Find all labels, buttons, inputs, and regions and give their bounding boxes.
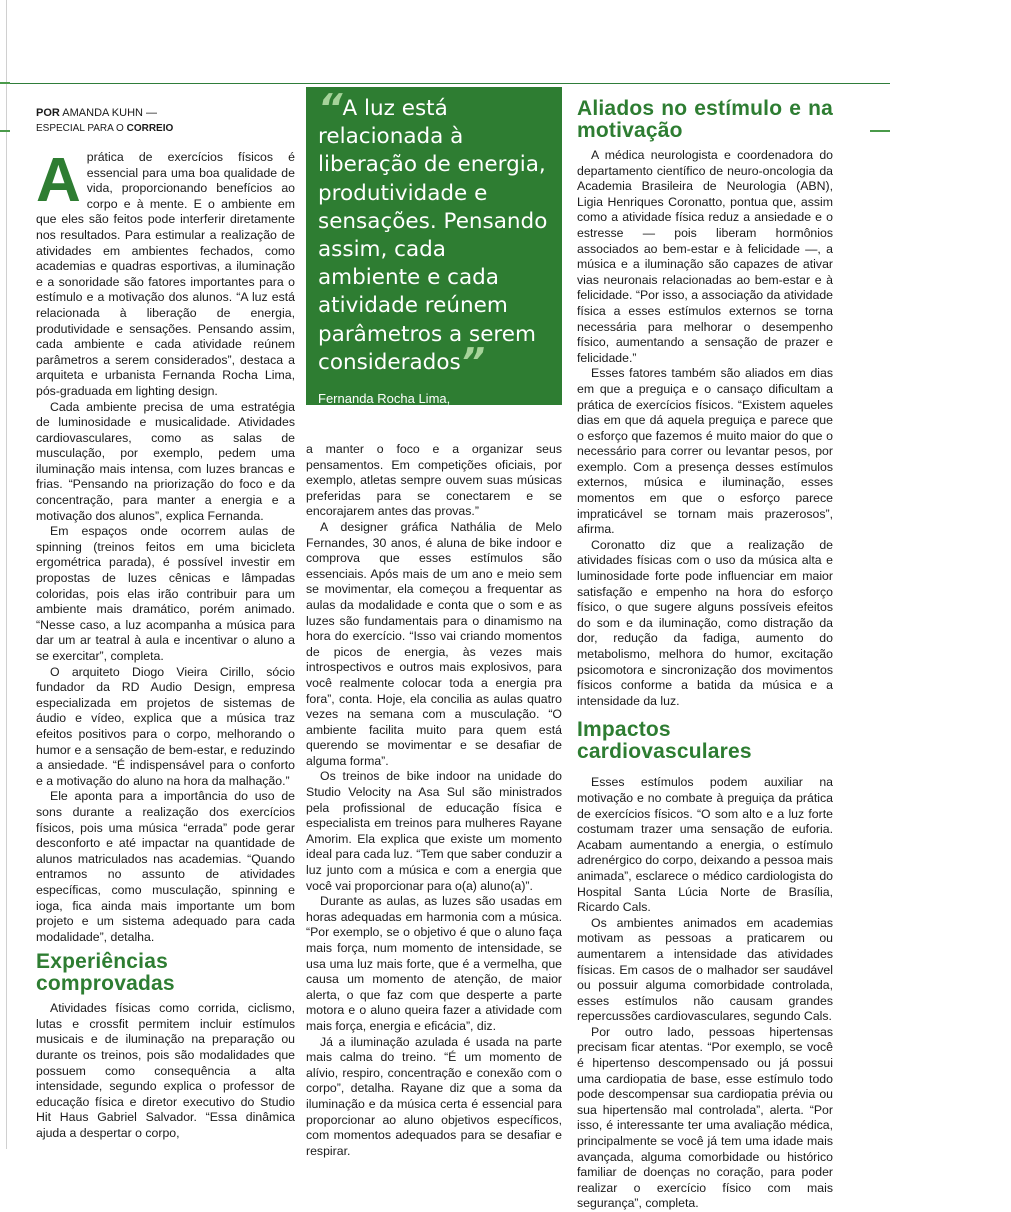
paragraph: Aprática de exercícios físicos é essencial para uma boa qualidade de vida, proporcionando benefícios ao corpo e à mente. E o ambiente em que eles são feitos pode interferir diretamente nos resultados. Para estimular a realização de atividades em ambientes fechados, como academias e quadras esportivas, a iluminação e a sonoridade são fatores importantes para o estímulo e a motivação dos alunos. “A luz está relacionada à liberação de energia, produtividade e sensações. Pensando assim, cada ambiente e cada atividade reúnem parâmetros a serem considerados”, destaca a arquiteta e urbanista Fernanda Rocha Lima, pós-graduada em lighting design.	[36, 146, 295, 398]
open-quote-mark: “	[318, 86, 343, 130]
pull-quote-text: “A luz está relacionada à liberação de energia, produtividade e sensações. Pensando assim, cada ambiente e cada atividade reúnem parâmetros a serem considerados”	[318, 86, 548, 384]
paragraph: Por outro lado, pessoas hipertensas precisam ficar atentas. “Por exemplo, se você é hipertenso descompensado ou já possui uma cardiopatia de base, esse estímulo todo pode descompensar sua cardiopatia prévia ou sua hipertensão mal controlada”, alerta. “Por isso, é interessante ter uma avaliação médica, principalmente se você já tem uma idade mais avançada, alguma comorbidade ou histórico familiar de doenças no coração, para poder realizar o exercício físico com mais segurança”, completa.	[577, 1024, 833, 1211]
byline-por: POR	[36, 107, 60, 119]
pull-quote	[306, 86, 562, 422]
paragraph: Ele aponta para a importância do uso de sons durante a realização dos exercícios físicos, pois uma música “errada” pode gerar desconforto e até impactar na quantidade de alunos matriculados nas academias. “Quando entramos no assunto de atividades específicas, como musculação, spinning e ioga, fica ainda mais importante um bom projeto e um sistema adequado para cada modalidade”, detalha.	[36, 789, 295, 944]
column-3	[577, 96, 833, 1212]
crop-mark	[0, 130, 10, 132]
paragraph: A designer gráfica Nathália de Melo Fernandes, 30 anos, é aluna de bike indoor e comprova que esses estímulos são essenciais. Após mais de um ano e meio sem se movimentar, ela começou a frequentar as aulas da modalidade e conta que o som e as luzes são fundamentais para o dinamismo na hora do exercício. “Isso vai criando momentos de picos de energia, às vezes mais introspectivos e outros mais explosivos, para você realmente colocar toda a energia pra fora”, conta. Hoje, ela concilia as aulas quatro vezes na semana com a musculação. “O ambiente facilita muito para quem está querendo se movimentar e se desafiar de alguma forma”.	[306, 519, 562, 768]
byline-author: AMANDA KUHN —	[62, 107, 158, 119]
paragraph: Coronatto diz que a realização de atividades físicas com o uso da música alta e luminosidade forte pode influenciar em maior satisfação e empenho na hora do esforço físico, o que sugere alguns possíveis efeitos do som e da iluminação, como distração da dor, redução da fadiga, aumento do metabolismo, melhora do humor, excitação psicomotora e sincronização dos movimentos físicos conforme a batida da música e a intensidade da luz.	[577, 537, 833, 708]
header-rule	[0, 83, 890, 84]
section-heading: Experiências comprovadas	[36, 950, 175, 996]
drop-cap: A	[36, 146, 81, 215]
paragraph: Esses estímulos podem auxiliar na motivação e no combate à preguiça da prática de exercícios físicos. “O som alto e a luz forte costumam trazer uma sensação de euforia. Acabam aumentando a energia, o estímulo adrenérgico do corpo, deixando a pessoa mais animada”, esclarece o médico cardiologista do Hospital Santa Lúcia Norte de Brasília, Ricardo Cals.	[577, 775, 833, 915]
paragraph: O arquiteto Diogo Vieira Cirillo, sócio fundador da RD Audio Design, empresa especializada em projetos de sistemas de áudio e vídeo, explica que a música traz efeitos positivos para o corpo, melhorando o humor e a sensação de bem-estar, e reduzindo a ansiedade. “É indispensável para o conforto e a motivação do aluno na hora da malhação.”	[36, 664, 295, 788]
paragraph: Cada ambiente precisa de uma estratégia de luminosidade e musicalidade. Atividades cardiovasculares, como as salas de musculação, por exemplo, pedem uma iluminação mais intensa, com luzes brancas e frias. “Pensando na priorização do foco e da concentração, para manter a energia e a motivação dos alunos”, explica Fernanda.	[36, 399, 295, 523]
paragraph: A médica neurologista e coordenadora do departamento científico de neuro-oncologia da Academia Brasileira de Neurologia (ABN), Ligia Henriques Coronatto, pontua que, assim como a atividade física reduz a ansiedade e o estresse — pois liberam hormônios associados ao bem-estar e à felicidade —, a música e a iluminação são capazes de ativar vias neuronais relacionadas ao bem-estar e à felicidade. “Por isso, a associação da atividade física a esses estímulos externos se torna necessária para melhorar o desempenho físico, aumentando a sensação de prazer e felicidade.”	[577, 148, 833, 365]
paragraph: Atividades físicas como corrida, ciclismo, lutas e crossfit permitem incluir estímulos musicais e de iluminação na preparação ou durante os treinos, pois são modalidades que possuem como consequência a alta intensidade, segundo explica o professor de educação física e diretor executivo do Studio Hit Haus Gabriel Salvador. “Essa dinâmica ajuda a despertar o corpo,	[36, 1001, 295, 1141]
crop-mark	[0, 82, 10, 84]
byline-outlet: CORREIO	[126, 123, 174, 134]
paragraph: Os ambientes animados em academias motivam as pessoas a praticarem ou aumentarem a intensidade das atividades físicas. Em casos de o malhador ser saudável ou possuir alguma comorbidade controlada, esses estímulos não causam grandes repercussões cardiovasculares, segundo Cals.	[577, 915, 833, 1024]
crop-mark	[870, 130, 890, 132]
paragraph: a manter o foco e a organizar seus pensamentos. Em competições oficiais, por exemplo, atletas sempre ouvem suas músicas preferidas para se conectarem e se encorajarem antes das provas.”	[306, 442, 562, 519]
byline	[36, 106, 173, 136]
close-quote-mark: ”	[460, 339, 486, 384]
pull-quote-author: Fernanda Rocha Lima,	[318, 391, 451, 407]
section-heading: Aliados no estímulo e na motivação	[577, 97, 833, 142]
pull-quote-role: arquiteta e urbanista	[318, 407, 428, 422]
byline-especial: ESPECIAL PARA O	[36, 123, 124, 134]
paragraph: Já a iluminação azulada é usada na parte mais calma do treino. “É um momento de alívio, respiro, concentração e conexão com o corpo”, detalha. Rayane diz que a soma da iluminação e da música certa é essencial para proporcionar ao aluno objetivos específicos, com momentos adequados para se desafiar e respirar.	[306, 1034, 562, 1158]
column-1	[36, 146, 295, 1142]
paragraph: Esses fatores também são aliados em dias em que a preguiça e o cansaço dificultam a prática de exercícios físicos. “Existem aqueles dias em que dá aquela preguiça e parece que o esforço que fazemos é muito maior do que o necessário para correr ou levantar pesos, por exemplo. Com a presença desses estímulos externos, música e iluminação, esses momentos em que o esforço parece impraticável se tornam mais prazerosos”, afirma.	[577, 366, 833, 537]
paragraph: Os treinos de bike indoor na unidade do Studio Velocity na Asa Sul são ministrados pela profissional de educação física e especialista em treinos para mulheres Rayane Amorim. Ela explica que existe um momento ideal para cada luz. “Tem que saber conduzir a luz junto com a música e com a energia que você vai proporcionar para o(a) aluno(a)”.	[306, 769, 562, 893]
paragraph: Em espaços onde ocorrem aulas de spinning (treinos feitos em uma bicicleta ergométrica parada), é possível investir em propostas de luzes cênicas e lâmpadas coloridas, pois elas irão contribuir para um ambiente mais dramático, porém animado. “Nesse caso, a luz acompanha a música para dar um ar teatral à aula e incentivar o aluno a se exercitar”, completa.	[36, 524, 295, 663]
page-edge	[0, 0, 7, 1149]
section-heading: Impactos cardiovasculares	[577, 718, 752, 764]
column-2	[306, 442, 562, 1159]
paragraph: Durante as aulas, as luzes são usadas em horas adequadas em harmonia com a música. “Por exemplo, se o objetivo é que o aluno faça mais força, num momento de intensidade, se usa uma luz mais forte, que é a vermelha, que causa um momento de atenção, de maior alerta, o que faz com que desperte a parte motora e o aluno queira fazer a atividade com mais força, energia e eficácia”, diz.	[306, 894, 562, 1033]
